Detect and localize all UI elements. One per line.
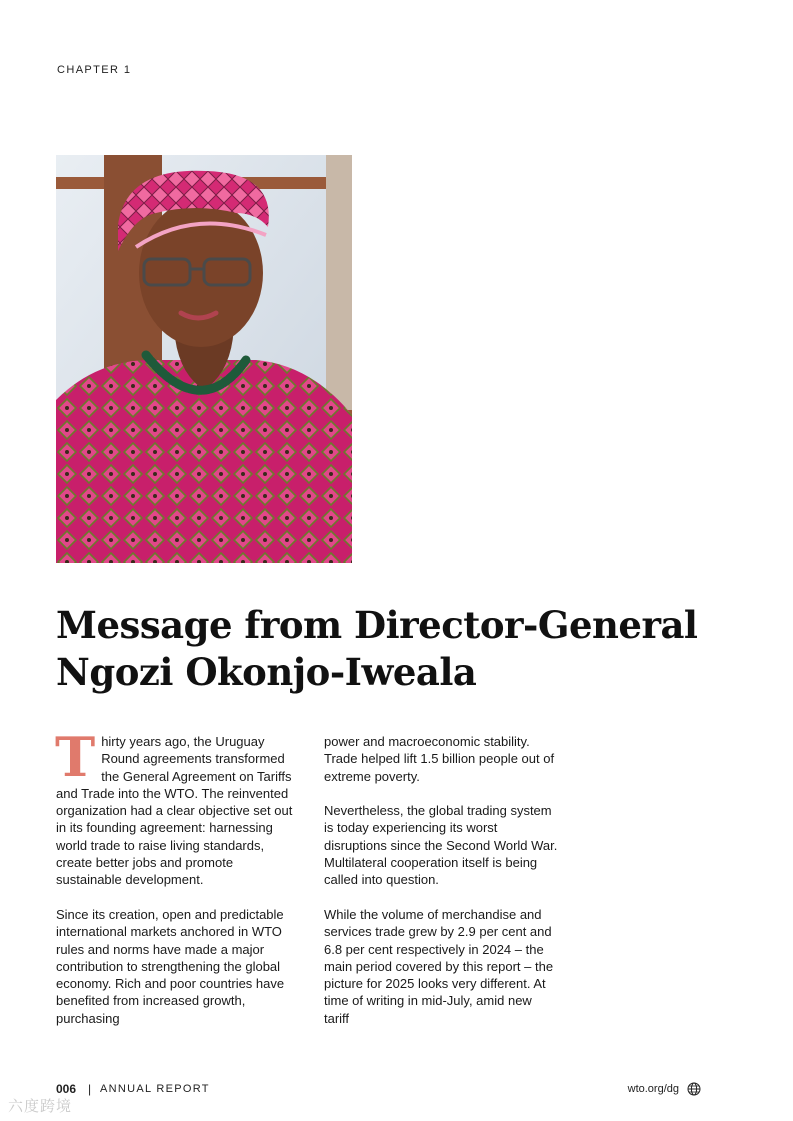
paragraph-text: hirty years ago, the Uruguay Round agreements transformed the General Agreement on Tariffs and Trade into the WTO. The reinvented organization had a clear objective set out in its founding agreement: harnessing world trade to raise living standards, create better jobs and promote sustainable development. [56, 734, 293, 888]
title-line-1: Message from Director-General [56, 603, 698, 647]
page-footer [56, 1082, 701, 1098]
chapter-label: CHAPTER 1 [57, 64, 132, 76]
website-link[interactable]: wto.org/dg [627, 1083, 679, 1095]
paragraph: While the volume of merchandise and services trade grew by 2.9 per cent and 6.8 per cent respectively in 2024 – the main period covered by this report – the picture for 2025 looks very different. At time of writing in mid-July, amid new tariff [324, 906, 554, 1026]
paragraph [55, 725, 300, 889]
globe-icon [687, 1082, 701, 1096]
portrait-photo [56, 155, 352, 563]
body-column-left [55, 725, 300, 1044]
title-line-2: Ngozi Okonjo-Iweala [56, 650, 477, 694]
paragraph: Since its creation, open and predictable international markets anchored in WTO rules and norms have made a major contribution to strengthening the global economy. Rich and poor countries have benefited from increased growth, purchasing [56, 906, 285, 1026]
page-title [56, 602, 756, 696]
footer-separator: | [88, 1082, 92, 1096]
report-label: ANNUAL REPORT [100, 1083, 210, 1095]
paragraph: Nevertheless, the global trading system is today experiencing its worst disruptions since the Second World War. Multilateral cooperation itself is being called into question. [324, 803, 558, 888]
page-number: 006 [56, 1082, 77, 1096]
drop-cap: T [55, 725, 96, 789]
watermark: 六度跨境 [8, 1098, 73, 1115]
body-column-right [324, 733, 560, 1044]
paragraph: power and macroeconomic stability. Trade helped lift 1.5 billion people out of extreme poverty. [324, 734, 555, 784]
